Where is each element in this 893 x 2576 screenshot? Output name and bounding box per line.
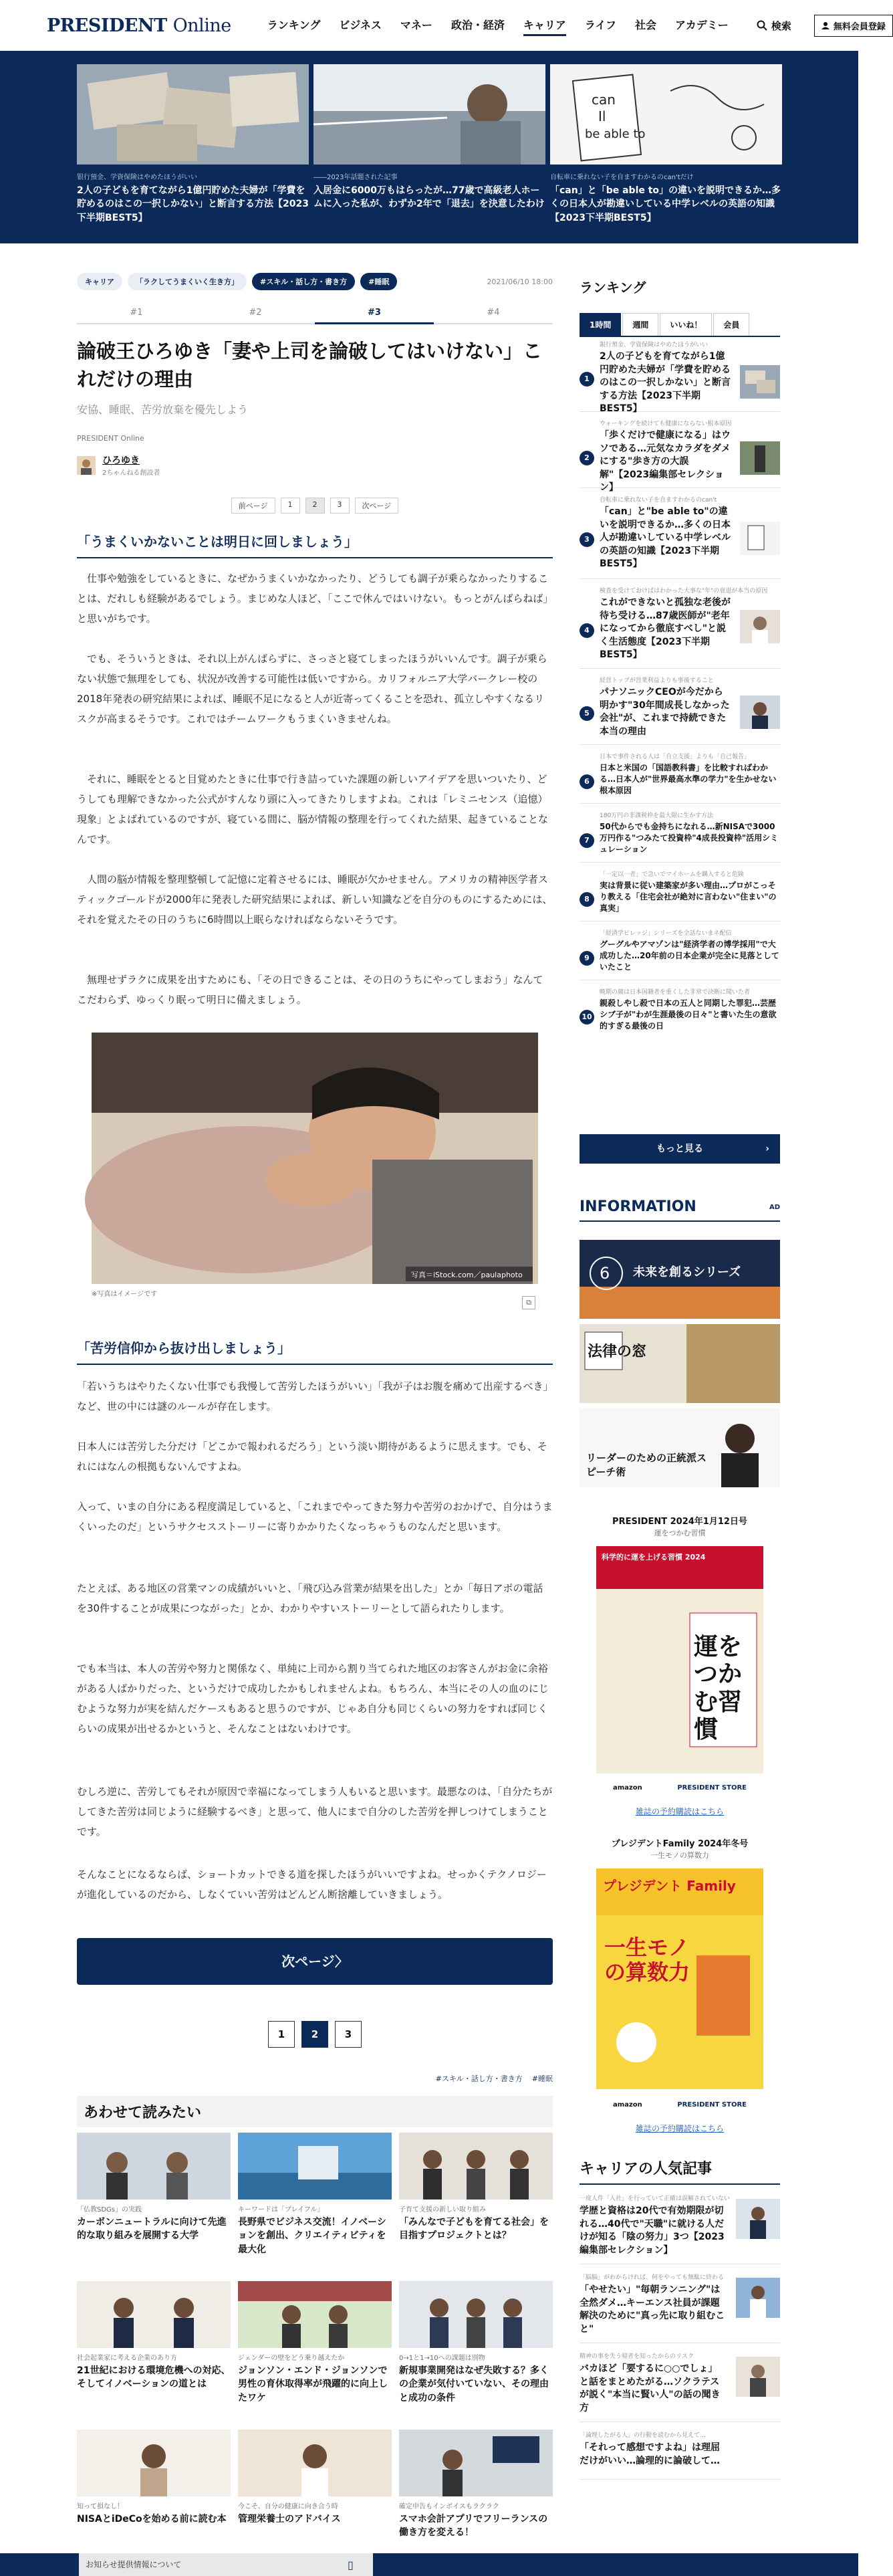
related-card[interactable] xyxy=(399,2133,553,2272)
related-category: 0→1と1→10への課題は別物 xyxy=(399,2355,485,2362)
magazine-sub: 運をつかむ習慣 xyxy=(654,1529,706,1537)
ranking-item[interactable] xyxy=(580,808,780,863)
ranking-tab-member[interactable]: 会員 xyxy=(713,313,749,336)
rank-number: 4 xyxy=(580,623,594,638)
svg-text:be able to: be able to xyxy=(585,127,646,141)
ad-text: 未来を創るシリーズ xyxy=(633,1265,741,1279)
photo-caption: ※写真はイメージです xyxy=(92,1291,158,1298)
rank-headline[interactable]: これができないと孤独な老後が待ち受ける…87歳医師が"老年になってから徹底すべし"と説く生活態度【2023下半期BEST5】 xyxy=(600,597,731,661)
related-image xyxy=(77,2133,231,2199)
search-icon xyxy=(757,20,767,31)
article-source: PRESIDENT Online xyxy=(77,434,144,443)
magazine-cover[interactable] xyxy=(596,1868,763,2089)
ranking-more-button[interactable] xyxy=(580,1134,780,1164)
page-tab-1[interactable]: #1 xyxy=(130,308,143,318)
article-date: 2021/06/10 18:00 xyxy=(487,277,553,286)
nav-money[interactable]: マネー xyxy=(400,19,432,31)
ranking-item[interactable] xyxy=(580,673,780,745)
information-heading xyxy=(580,1198,780,1222)
tag-sleep[interactable]: #睡眠 xyxy=(360,273,397,290)
article-paragraph: そんなことになるならば、ショートカットできる道を探したほうがいいですよね。せっかくテクノロジーが進化しているのだから、しなくていい苦労はどんどん断捨離していきましょう。 xyxy=(77,1868,547,1901)
pager-page-2[interactable]: 2 xyxy=(305,498,325,514)
preorder-link[interactable]: 雑誌の予約購読はこちら xyxy=(635,1807,724,1816)
tag-skill[interactable]: #スキル・話し方・書き方 xyxy=(435,2074,523,2083)
rank-thumbnail xyxy=(740,441,780,475)
ranking-item[interactable] xyxy=(580,867,780,922)
article-paragraph: でも本当は、本人の苦労や努力と関係なく、単純に上司から割り当てられた地区のお客さんがお金に余裕がある人ばかりだった、というだけで成功したかもしれませんよね。もちろん、本当にその人の血のにじむような努力が実を結んだケースもあると思うのですが、じゃあ自分も同じくらいの努力をすれば同じくらいの成果が出せるかというと、そんなことはないわけです。 xyxy=(77,1662,549,1735)
rank-number: 7 xyxy=(580,833,594,848)
popular-meta: 一度人件「入社」を行っていて正確は誤解されていない xyxy=(580,2195,731,2202)
related-category: 子育て支援の新しい取り組み xyxy=(399,2206,486,2214)
rank-headline[interactable]: 日本と米国の「国語教科書」を比較すればわかる…日本人が"世界最高水準の学力"を生かせない根本原因 xyxy=(600,763,777,795)
related-image xyxy=(77,2281,231,2348)
article-paragraph: 無理せずラクに成果を出すためにも、「その日できることは、その日のうちにやってしまおう」なんてこだわらず、ゆっくり眠って明日に備えましょう。 xyxy=(77,974,543,1006)
article-paragraph: 日本人には苦労した分だけ「どこかで報われるだろう」という淡い期待があるように思えます。でも、それにはなんの根拠もないんですよね。 xyxy=(77,1440,547,1473)
rank-number: 6 xyxy=(580,774,594,789)
next-page-button[interactable]: 次ページ〉 xyxy=(77,1938,553,1985)
rank-meta: ウォーキングを続けても健康にならない根本原因 xyxy=(600,421,732,427)
magazine-sub: 一生モノの算数力 xyxy=(650,1851,709,1860)
rank-headline[interactable]: 50代からでも金持ちになれる…新NISAで3000万円作る"つみたて投資枠"4成長投資枠"活用シミュレーション xyxy=(600,822,779,854)
pager-top xyxy=(77,498,553,514)
article-paragraph: むしろ逆に、苦労してもそれが原因で幸福になってしまう人もいると思います。最悪なのは、「自分たちがしてきた苦労は同じように経験するべき」と思って、他人にまで自分のした苦労を押しつけてしまうことです。 xyxy=(77,1786,553,1838)
related-card[interactable] xyxy=(238,2281,392,2420)
popular-thumbnail xyxy=(736,2199,780,2239)
magazine-label: プレジデントFamily 2024年冬号 xyxy=(611,1839,749,1849)
article-photo xyxy=(92,1033,538,1284)
pager-page-3[interactable]: 3 xyxy=(330,498,350,514)
rank-thumbnail xyxy=(740,522,780,555)
svg-text:Il: Il xyxy=(598,108,606,124)
rank-number: 3 xyxy=(580,532,594,547)
article-paragraph: 「若いうちはやりたくない仕事でも我慢して苦労したほうがいい」「我が子はお腹を痛めて出産するべき」など、世の中には謎のルールが存在します。 xyxy=(77,1380,549,1412)
tag-skill[interactable]: #スキル・話し方・書き方 xyxy=(252,273,355,290)
logo-president: PRESIDENT xyxy=(47,15,167,36)
author-role: 2ちゃんねる創設者 xyxy=(102,469,160,477)
chevron-right-icon: › xyxy=(765,1144,769,1154)
site-logo[interactable] xyxy=(47,15,231,36)
related-image xyxy=(399,2430,553,2496)
nav-career[interactable]: キャリア xyxy=(514,0,576,51)
popular-meta: 「脳脳」がわからければ、何をやっても無駄に終わる xyxy=(580,2274,725,2281)
carousel-card[interactable] xyxy=(313,64,545,211)
related-image xyxy=(399,2133,553,2199)
rank-headline[interactable]: 2人の子どもを育てながら1億円貯めた夫婦が「学費を貯めるのはこの一択しかない」と断言する方法【2023下半期BEST5】 xyxy=(600,351,731,415)
rank-headline[interactable]: 「歩くだけで健康になる」はウソである…元気なカラダをダメにする"歩き方の大誤解"【2023編集部セレクション】 xyxy=(600,430,731,494)
popular-item[interactable] xyxy=(580,2268,780,2343)
ranking-item[interactable] xyxy=(580,492,780,579)
nav-business[interactable]: ビジネス xyxy=(339,19,382,31)
rank-meta: 180万円の非課税枠を最大限に生かす方法 xyxy=(600,813,714,819)
article-tags xyxy=(77,273,553,290)
article-paragraph: たとえば、ある地区の営業マンの成績がいいと、「飛び込み営業が結果を出した」とか「毎日アポの電話を30件することが成果につながった」とか、わかりやすいストーリーとして語られたりします。 xyxy=(77,1582,543,1614)
magazine-cover-top: プレジデント Family xyxy=(603,1878,736,1894)
page-tab-4[interactable]: #4 xyxy=(487,308,500,318)
related-image xyxy=(77,2430,231,2496)
carousel-meta: 自転車に乗れない子を自ますわかるのcan'tだけ xyxy=(550,174,694,181)
ranking-tabs xyxy=(580,313,780,337)
related-image xyxy=(238,2281,392,2348)
expand-icon[interactable]: ⧉ xyxy=(522,1296,535,1309)
related-card[interactable] xyxy=(77,2430,231,2569)
amazon-link[interactable]: amazon xyxy=(613,1784,642,1792)
rank-headline[interactable]: パナソニックCEOが今だから明かす"30年間成長しなかった会社"が、これまで持続できた本当の理由 xyxy=(600,687,730,737)
preorder-link[interactable]: 雑誌の予約購読はこちら xyxy=(635,2124,724,2133)
rank-headline[interactable]: グーグルやアマゾンは"経済学者の博学採用"で大成功した…20年前の日本企業が完全に見落としていたこと xyxy=(600,940,779,972)
search-label: 検索 xyxy=(771,19,791,32)
svg-text:6: 6 xyxy=(600,1264,610,1283)
article-paragraph: 仕事や勉強をしているときに、なぜかうまくいかなかったり、どうしても調子が乗らなかったりすることは、だれしも経験があるでしょう。まじめな人ほど、「ここで休んではいけない。もっとがんばらねば」と思いがちです。 xyxy=(77,572,549,625)
carousel-card[interactable] xyxy=(77,64,309,225)
ranking-tab-week[interactable]: 週間 xyxy=(622,313,658,336)
rank-meta: 経営トップが営業利益よりも事後すること xyxy=(600,677,714,684)
tag-series[interactable]: 「ラクしてうまくいく生き方」 xyxy=(128,273,247,290)
ad-banner[interactable] xyxy=(580,1408,780,1487)
popular-item[interactable] xyxy=(580,2426,780,2480)
magazine-label: PRESIDENT 2024年1月12日号 xyxy=(612,1517,747,1527)
carousel-title[interactable]: 入居金に6000万もはらったが…77歳で高級老人ホームに入った私が、わずか2年で「退去」を決意したわけ xyxy=(313,185,545,210)
related-image xyxy=(238,2430,392,2496)
related-category: 今こそ、自分の健康に向き合う時 xyxy=(238,2503,338,2510)
related-category: キーワードは「プレイフル」 xyxy=(238,2206,324,2214)
featured-carousel xyxy=(0,51,858,243)
carousel-meta: 银行預金、学資保険はやめたほうがいい xyxy=(77,174,197,181)
pager-page-1[interactable]: 1 xyxy=(281,498,300,514)
svg-text:can: can xyxy=(592,92,616,108)
popular-headline[interactable]: 学歴と資格は20代で有効期限が切れる…40代で"天職"に就ける人だけが知る「陰の努力」3つ【2023編集部セレクション】 xyxy=(580,2206,725,2256)
magazine-cover-title: 一生モノの算数力 xyxy=(604,1935,690,1985)
carousel-title[interactable]: 2人の子どもを育てながら1億円貯めた夫婦が「学費を貯めるのはこの一択しかない」と断言する方法【2023下半期BEST5】 xyxy=(77,185,309,223)
related-category: ジェンダーの壁をどう乗り越えたか xyxy=(238,2355,345,2362)
popular-heading: キャリアの人気記事 xyxy=(580,2157,780,2185)
related-card[interactable] xyxy=(399,2281,553,2420)
related-headline[interactable]: 新規事業開発はなぜ失敗する？多くの企業が気付いていない、その理由と成功の条件 xyxy=(399,2365,549,2403)
tag-sleep[interactable]: #睡眠 xyxy=(531,2074,553,2083)
rank-meta: 銀行預金、学資保険はやめたほうがいい xyxy=(600,342,709,348)
pager-page-3[interactable]: 3 xyxy=(335,2021,362,2048)
popular-thumbnail xyxy=(736,2357,780,2397)
related-headline[interactable]: 「みんなで子どもを育てる社会」を目指すプロジェクトとは？ xyxy=(399,2217,549,2242)
main-nav xyxy=(258,0,738,51)
footer-notice[interactable]: お知らせ提供情報について xyxy=(79,2553,373,2576)
article-paragraph: 人間の脳が情報を整理整頓して記憶に定着させるには、睡眠が欠かせません。アメリカの精神医学者スティックゴールドが2000年に発表した研究結果によれば、新しい知識などを自分のものにするためには、それを覚えたその日のうちに6時間以上眠らなければならないそうです。 xyxy=(77,873,553,926)
rank-number: 10 xyxy=(580,1010,594,1025)
photo-credit: 写真＝iStock.com／paulaphoto xyxy=(411,1271,523,1279)
bottom-tags xyxy=(77,2073,553,2084)
rank-number: 1 xyxy=(580,372,594,387)
rank-number: 9 xyxy=(580,951,594,966)
related-category: 確定申告もインボイスもラクラク xyxy=(399,2503,499,2510)
rank-meta: 検査を受けておけばはわかった大事な"年"の衰退が本当の原因 xyxy=(600,588,768,595)
popular-meta: 精神の事を失う帰者を知ったからのリスク xyxy=(580,2353,694,2360)
pager-next[interactable]: 次ページ xyxy=(355,498,399,514)
related-category: 社会起業家に考える企業のあり方 xyxy=(77,2355,177,2362)
ranking-item[interactable] xyxy=(580,416,780,494)
pager-page-2[interactable]: 2 xyxy=(301,2021,328,2048)
rank-thumbnail xyxy=(740,365,780,399)
rank-headline[interactable]: 実は背景に従い建築家が多い理由…プロがこっそり教える「住宅会社が絶対に言わない"住まい"の真実」 xyxy=(600,881,777,913)
ranking-item[interactable] xyxy=(580,583,780,669)
related-card[interactable] xyxy=(399,2430,553,2569)
tag-category[interactable]: キャリア xyxy=(77,273,122,290)
logo-online: Online xyxy=(172,15,231,36)
ad-badge: AD xyxy=(769,1204,780,1211)
ranking-tab-hour[interactable]: 1時間 xyxy=(580,313,621,336)
ranking-tab-like[interactable]: いいね！ xyxy=(660,313,712,336)
close-icon[interactable]: ▯ xyxy=(348,2559,354,2571)
avatar xyxy=(77,456,96,475)
magazine-cover[interactable] xyxy=(596,1546,763,1774)
related-headline[interactable]: 21世紀における環境危機への対応、そしてイノベーションの道とは xyxy=(77,2365,231,2390)
ranking-title: ランキング xyxy=(580,280,646,296)
rank-headline[interactable]: 親殺しやし殺で日本の五人と同期した罪犯…芸歴シブ子が"わが生涯最後の日々"と書いた生の意欲的すぎる最後の日 xyxy=(600,998,777,1031)
president-store-link[interactable]: PRESIDENT STORE xyxy=(677,1784,747,1792)
store-links xyxy=(613,1784,747,1792)
related-headline[interactable]: ジョンソン・エンド・ジョンソンで男性の育休取得率が飛躍的に向上したワケ xyxy=(238,2365,388,2403)
rank-thumbnail xyxy=(740,610,780,643)
pager-bottom xyxy=(77,2021,553,2048)
information-title: INFORMATION xyxy=(580,1198,696,1215)
article-title: 論破王ひろゆき「妻や上司を論破してはいけない」これだけの理由 xyxy=(77,340,543,391)
rank-meta: 自転車に乗れない子を自ますわかるのcan't xyxy=(600,497,717,504)
author-name[interactable]: ひろゆき xyxy=(102,455,140,466)
popular-headline[interactable]: 「それって感想ですよね」は理屈だけがいい…論理的に論破して… xyxy=(580,2442,720,2466)
page-tab-3[interactable]: #3 xyxy=(315,305,434,323)
user-icon xyxy=(821,21,830,29)
related-headline[interactable]: カーボンニュートラルに向けて先進的な取り組みを展開する大学 xyxy=(77,2217,227,2242)
more-label: もっと見る xyxy=(656,1144,703,1154)
nav-life[interactable]: ライフ xyxy=(584,19,616,31)
carousel-image xyxy=(77,64,309,165)
article-page-tabs xyxy=(77,305,553,324)
ranking-item[interactable] xyxy=(580,749,780,804)
carousel-image xyxy=(313,64,545,165)
magazine-cover-title: 運をつかむ習慣 xyxy=(694,1633,743,1744)
register-label: 無料会員登録 xyxy=(833,21,886,32)
related-card[interactable] xyxy=(238,2430,392,2569)
ranking-item[interactable] xyxy=(580,337,780,415)
site-header xyxy=(0,0,886,51)
popular-headline[interactable]: 「やせたい」"毎朝ランニング"は全然ダメ…キーエンス社員が課題解決のために"真っ先に取り組むこと" xyxy=(580,2284,725,2335)
amazon-link[interactable]: amazon xyxy=(613,2101,642,2109)
related-articles xyxy=(77,2096,553,2569)
ad-banner[interactable] xyxy=(580,1240,780,1319)
rank-meta: 「一定以一者」で急いでマイホームを購入すると危険 xyxy=(600,871,744,878)
rank-headline[interactable]: 「can」と"be able to"の違いを説明できるか…多くの日本人が勘違いしている中学レベルの英語の知識【2023下半期BEST5】 xyxy=(600,506,731,570)
related-headline[interactable]: 管理栄養士のアドバイス xyxy=(238,2514,341,2525)
popular-item[interactable] xyxy=(580,2347,780,2422)
article-paragraph: 入って、いまの自分にある程度満足していると、「これまでやってきた努力や苦労のおかげで、自分はうまくいったのだ」というサクセスストーリーに寄りかかりたくなっちゃうものなんだと思います。 xyxy=(77,1501,553,1533)
related-headline[interactable]: スマホ会計アプリでフリーランスの働き方を変える！ xyxy=(399,2514,548,2539)
search-button[interactable] xyxy=(757,19,791,33)
related-card[interactable] xyxy=(238,2133,392,2272)
nav-society[interactable]: 社会 xyxy=(634,19,656,31)
rank-thumbnail xyxy=(740,695,780,729)
author-block[interactable] xyxy=(77,453,160,477)
nav-ranking[interactable]: ランキング xyxy=(267,19,321,31)
related-card[interactable] xyxy=(77,2133,231,2272)
related-image xyxy=(399,2281,553,2348)
ranking-item[interactable] xyxy=(580,926,780,980)
popular-item[interactable] xyxy=(580,2189,780,2264)
related-title: あわせて読みたい xyxy=(77,2096,553,2127)
related-category: 「仏教SDGs」の実践 xyxy=(77,2206,142,2214)
popular-meta: 「論理したがる人」の行動を読むから見えて… xyxy=(580,2432,707,2439)
page-tab-2[interactable]: #2 xyxy=(249,308,262,318)
related-image xyxy=(238,2133,392,2199)
related-card[interactable] xyxy=(77,2281,231,2420)
president-store-link[interactable]: PRESIDENT STORE xyxy=(677,2101,747,2109)
carousel-card[interactable] xyxy=(550,64,782,225)
ad-text: リーダーのための正統派スピーチ術 xyxy=(586,1452,707,1478)
register-button[interactable] xyxy=(814,15,893,37)
article-subtitle: 安協、睡眠、苦労放棄を優先しよう xyxy=(77,403,249,416)
related-headline[interactable]: 長野県でビジネス交流！イノベーションを創出、クリエイティビティを最大化 xyxy=(238,2217,386,2255)
ad-banner[interactable] xyxy=(580,1324,780,1403)
related-headline[interactable]: NISAとiDeCoを始める前に読む本 xyxy=(77,2514,227,2525)
carousel-title[interactable]: 「can」と「be able to」の違いを説明できるか…多くの日本人が勘違いしている中学レベルの英語の知識【2023下半期BEST5】 xyxy=(550,185,781,223)
article-paragraph: それに、睡眠をとると目覚めたときに仕事で行き詰っていた課題の新しいアイデアを思いついたり、どうしても理解できなかった公式がすんなり頭に入ってきたりしますよね。これは「レミニセンス（追憶）現象」とよばれているのですが、寝ている間に、脳が情報の整理を行ってくれた結果、起きていることなんです。 xyxy=(77,773,549,845)
nav-academy[interactable]: アカデミー xyxy=(674,19,729,31)
carousel-meta: ――2023年話題された記事 xyxy=(313,174,398,181)
related-category: 知って損なし！ xyxy=(77,2503,124,2510)
rank-number: 8 xyxy=(580,892,594,907)
popular-headline[interactable]: バカほど「要するに○○でしょ」と話をまとめたがる…ソクラテスが説く"本当に賢い人"の話の聞き方 xyxy=(580,2363,721,2413)
popular-thumbnail xyxy=(736,2278,780,2318)
section-heading: 「苦労信仰から抜け出しましょう」 xyxy=(77,1337,553,1365)
rank-meta: 晩期の顔は日本国籍者を重くした非常で決断に聞いた者 xyxy=(600,989,751,996)
pager-page-1[interactable]: 1 xyxy=(268,2021,295,2048)
pager-prev[interactable]: 前ページ xyxy=(231,498,275,514)
section-heading: 「うまくいかないことは明日に回しましょう」 xyxy=(77,531,553,558)
magazine-cover-top: 科学的に運を上げる習慣 2024 xyxy=(602,1553,706,1562)
article-paragraph: でも、そういうときは、それ以上がんばらずに、さっさと寝てしまったほうがいいんです。調子が乗らない状態で無理をしても、状況が改善する可能性は低いですから。カリフォルニア大学バークレー校の2018年発表の研究結果によれば、睡眠不足になると人が近寄ってくることを恐れ、孤立しやすくなるリスクが高まるそうです。これではチームワークもうまくいきませんね。 xyxy=(77,653,547,725)
ranking-item[interactable] xyxy=(580,984,780,1039)
nav-politics[interactable]: 政治・経済 xyxy=(451,19,505,31)
rank-number: 5 xyxy=(580,706,594,721)
carousel-image xyxy=(550,64,782,165)
ad-text: 法律の窓 xyxy=(588,1343,647,1360)
rank-meta: 「経済学ビレッジ」シリーズを全話ないまネ配信 xyxy=(600,930,732,937)
rank-meta: 日本で事件される人は「自立支援」よりも「自己報告」 xyxy=(600,754,751,760)
store-links xyxy=(613,2101,747,2109)
rank-number: 2 xyxy=(580,451,594,465)
